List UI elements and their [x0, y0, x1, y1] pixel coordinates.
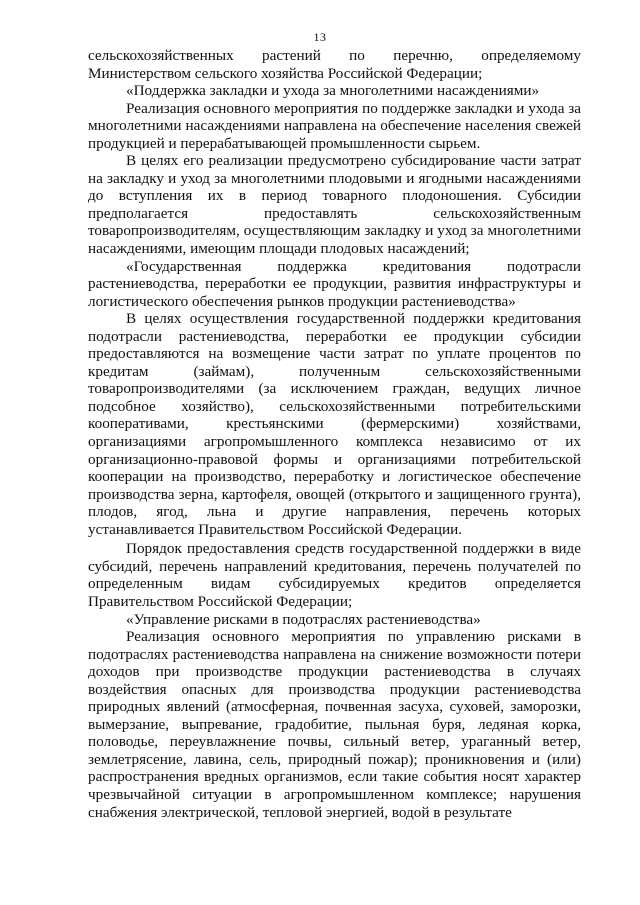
paragraph-perennial-subsidies: В целях его реализации предусмотрено субсидирование части затрат на закладку и уход за многолетними плодовыми и ягодными насаждениями до вступления их в период товарного плодоношения. Субсидии предполагается предоставлять сельскохозяйственным товаропроизводителям, осуществляющим закладку и уход за многолетними насаждениями, имеющим площади плодовых насаждений; — [88, 152, 581, 258]
section-heading-perennial-plantings: «Поддержка закладки и ухода за многолетними насаждениями» — [126, 82, 540, 100]
paragraph-perennial-purpose: Реализация основного мероприятия по поддержке закладки и ухода за многолетними насаждениями направлена на обеспечение населения свежей продукцией и перерабатывающей промышленности сырьем. — [88, 99, 581, 152]
paragraph-risk-management: Реализация основного мероприятия по управлению рисками в подотраслях растениеводства направлена на снижение возможности потери доходов при производстве продукции растениеводства в случаях воздействия опасных для производства продукции растениеводства природных явлений (атмосферная, почвенная засуха, суховей, заморозки, вымерзание, выпревание, градобитие, пыльная буря, ледяная корка, половодье, переувлажнение почвы, сильный ветер, ураганный ветер, землетрясение, лавина, сель, природный пожар); проникновения и (или) распространения вредных организмов, если такие события носят характер чрезвычайной ситуации в агропромышленном комплексе; нарушения снабжения электрической, тепловой энергией, водой в результате — [88, 628, 581, 821]
paragraph-continuation: сельскохозяйственных растений по перечню, определяемому Министерством сельского хозяйства Российской Федерации; — [88, 47, 581, 82]
paragraph-crop-lending-subsidies: В целях осуществления государственной поддержки кредитования подотрасли растениеводства, переработки ее продукции субсидии предоставляются на возмещение части затрат по уплате процентов по кредитам (займам), полученным сельскохозяйственными товаропроизводителями (за исключением граждан, ведущих личное подсобное хозяйство), сельскохозяйственными потребительскими кооперативами, крестьянскими (фермерскими) хозяйствами, организациями агропромышленного комплекса независимо от их организационно-правовой формы и организациями потребительской кооперации на производство, переработку и логистическое обеспечение производства зерна, картофеля, овощей (открытого и защищенного грунта), плодов, ягод, льна и другие направления, перечень которых устанавливается Правительством Российской Федерации. — [88, 310, 581, 538]
document-body — [88, 47, 581, 821]
page-number: 13 — [313, 30, 327, 44]
section-heading-crop-lending: «Государственная поддержка кредитования подотрасли растениеводства, переработки ее продукции, развития инфраструктуры и логистического обеспечения рынков продукции растениеводства» — [88, 257, 581, 310]
section-heading-risk-management: «Управление рисками в подотраслях растениеводства» — [126, 610, 481, 628]
paragraph-support-procedure: Порядок предоставления средств государственной поддержки в виде субсидий, перечень направлений кредитования, перечень получателей по определенным видам субсидируемых кредитов определяется Правительством Российской Федерации; — [88, 540, 581, 610]
